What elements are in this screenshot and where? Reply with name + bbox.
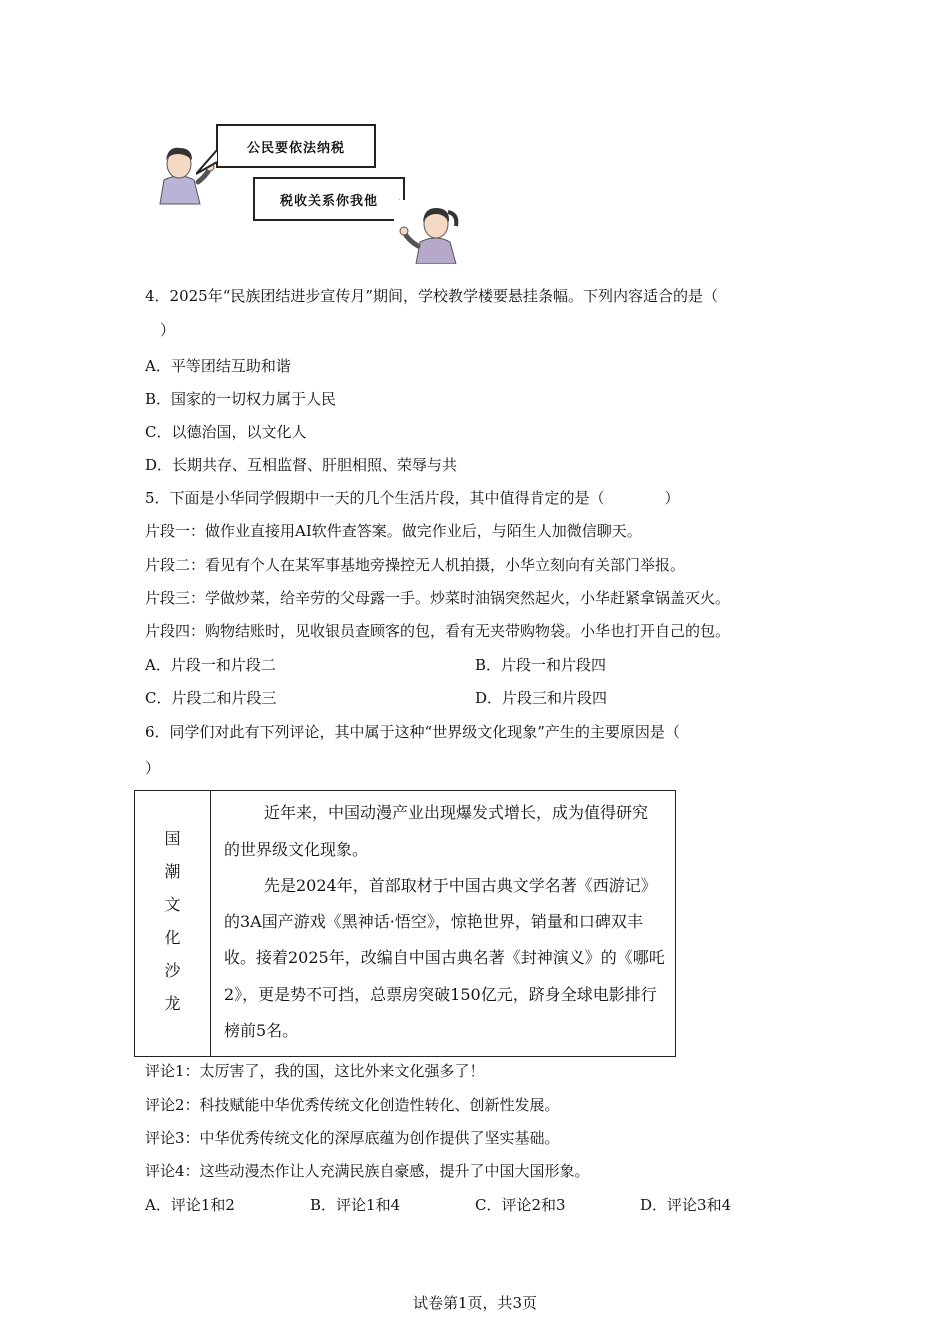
side-label-char: 沙 <box>164 961 181 980</box>
option-b: B．评论1和4 <box>310 1196 401 1214</box>
question-stem-end: ） <box>145 759 161 777</box>
speech-bubble-tail-icon <box>196 150 226 176</box>
question-stem-end: ） <box>160 321 176 339</box>
table-text-line: 2》，更是势不可挡，总票房突破150亿元，跻身全球电影排行 <box>224 985 657 1004</box>
option-c: C．片段二和片段三 <box>145 689 277 707</box>
table-text-line: 收。接着2025年，改编自中国古典名著《封神演义》的《哪吒 <box>224 948 665 967</box>
question-stem: 5．下面是小华同学假期中一天的几个生活片段，其中值得肯定的是（ ） <box>145 489 680 507</box>
option-d: D．长期共存、互相监督、肝胆相照、荣辱与共 <box>145 456 458 474</box>
comment-3: 评论3：中华优秀传统文化的深厚底蕴为创作提供了坚实基础。 <box>145 1129 560 1147</box>
side-label-char: 文 <box>164 895 181 914</box>
question-stem: 4．2025年“民族团结进步宣传月”期间，学校教学楼要悬挂条幅。下列内容适合的是（ <box>145 287 719 305</box>
fragment-3: 片段三：学做炒菜，给辛劳的父母露一手。炒菜时油锅突然起火，小华赶紧拿锅盖灭火。 <box>145 589 731 607</box>
fragment-2: 片段二：看见有个人在某军事基地旁操控无人机拍摄，小华立刻向有关部门举报。 <box>145 556 686 574</box>
table-text-line: 榜前5名。 <box>224 1021 299 1040</box>
question-stem: 6．同学们对此有下列评论，其中属于这种“世界级文化现象”产生的主要原因是（ <box>145 723 680 741</box>
speech-bubble-girl: 税收关系你我他 <box>253 177 405 221</box>
option-d: D．片段三和片段四 <box>475 689 608 707</box>
side-label-char: 潮 <box>164 862 181 881</box>
side-label-char: 国 <box>164 829 181 848</box>
option-a: A．平等团结互助和谐 <box>145 357 291 375</box>
option-d: D．评论3和4 <box>640 1196 732 1214</box>
material-table <box>134 790 676 1057</box>
comment-1: 评论1：太厉害了，我的国，这比外来文化强多了！ <box>145 1062 485 1080</box>
comment-4: 评论4：这些动漫杰作让人充满民族自豪感，提升了中国大国形象。 <box>145 1162 590 1180</box>
side-label-char: 化 <box>164 928 181 947</box>
side-label-char: 龙 <box>164 994 181 1013</box>
option-b: B．片段一和片段四 <box>475 656 607 674</box>
girl-figure-image <box>394 200 474 264</box>
option-a: A．片段一和片段二 <box>145 656 276 674</box>
table-text-line: 先是2024年，首部取材于中国古典文学名著《西游记》 <box>264 876 657 895</box>
option-c: C．以德治国，以文化人 <box>145 423 307 441</box>
table-text-line: 的世界级文化现象。 <box>224 840 369 859</box>
speech-bubble-boy: 公民要依法纳税 <box>216 124 376 168</box>
table-text-line: 的3A国产游戏《黑神话·悟空》，惊艳世界，销量和口碑双丰 <box>224 912 643 931</box>
option-c: C．评论2和3 <box>475 1196 566 1214</box>
comment-2: 评论2：科技赋能中华优秀传统文化创造性转化、创新性发展。 <box>145 1096 560 1114</box>
table-text-line: 近年来，中国动漫产业出现爆发式增长，成为值得研究 <box>264 803 649 822</box>
table-divider <box>210 791 211 1056</box>
page-footer: 试卷第1页，共3页 <box>412 1294 538 1312</box>
option-a: A．评论1和2 <box>145 1196 235 1214</box>
option-b: B．国家的一切权力属于人民 <box>145 390 337 408</box>
fragment-4: 片段四：购物结账时，见收银员查顾客的包，看有无夹带购物袋。小华也打开自己的包。 <box>145 622 731 640</box>
fragment-1: 片段一：做作业直接用AI软件查答案。做完作业后，与陌生人加微信聊天。 <box>145 522 642 540</box>
